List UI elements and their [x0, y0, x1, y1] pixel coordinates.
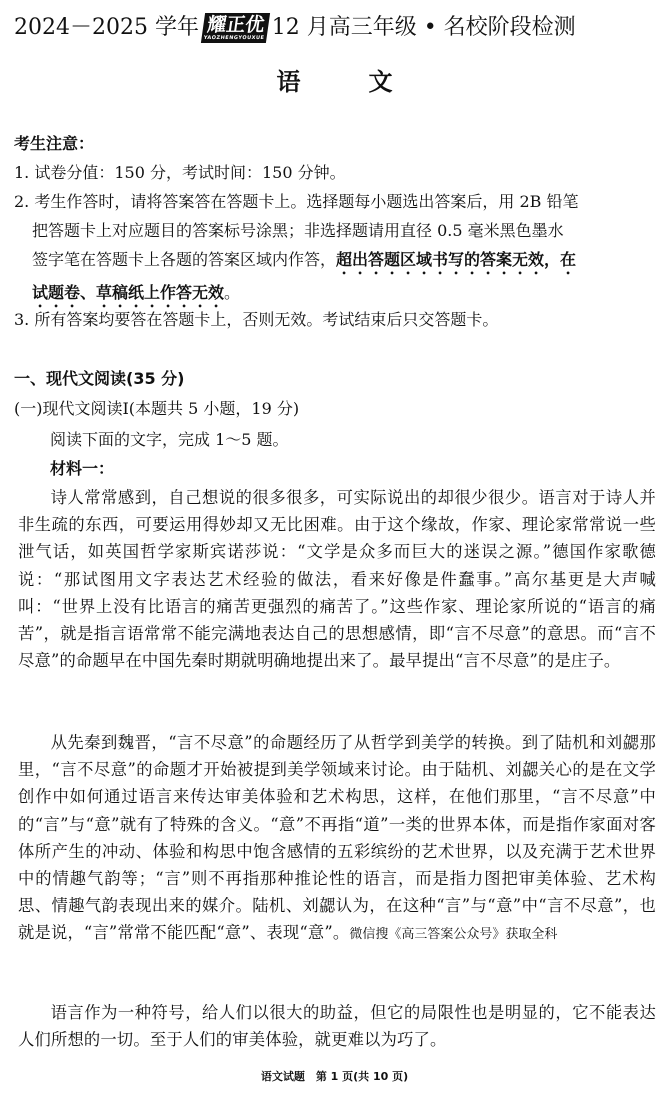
logo-subtext: YAOZHENGYOUXUE: [203, 35, 265, 41]
passage-paragraph-2-text: 从先秦到魏晋，“言不尽意”的命题经历了从哲学到美学的转换。到了陆机和刘勰那里，“言不尽意”的命题才开始被提到美学领域来讨论。由于陆机、刘勰关心的是在文学创作中如何通过语言来传达审美体验和艺术构思，这样，在他们那里，“言不尽意”中的“言”与“意”就有了特殊的含义。“意”不再指“道”一类的世界本体，而是指作家面对客体所产生的冲动、体验和构思中饱含感情的五彩缤纷的艺术世界，以及充满于艺术世界中的情趣气韵等；“言”则不再指那种推论性的语言，而是指力图把审美体验、艺术构思、情趣气韵表现出来的媒介。陆机、刘勰认为，在这种“言”与“意”中“言不尽意”，也就是说，“言”常常不能匹配“意”、表现“意”。: [18, 733, 656, 943]
reading-instruction: 阅读下面的文字，完成 1～5 题。: [50, 430, 289, 449]
notice-emphasis-1: 超出答题区域书写的答案无效，在: [336, 250, 577, 269]
passage-paragraph-1: 诗人常常感到，自己想说的很多很多，可实际说出的却很少很少。语言对于诗人并非生疏的东西，可要运用得妙却又无比困难。由于这个缘故，作家、理论家常常说一些泄气话，如英国哲学家斯宾诺莎说：“文学是众多而巨大的迷误之源。”德国作家歌德说：“那试图用文字表达艺术经验的做法，看来好像是件蠢事。”高尔基更是大声喊叫：“世界上没有比语言的痛苦更强烈的痛苦了。”这些作家、理论家所说的“语言的痛苦”，就是指言语常常不能完满地表达自己的思想感情，即“言不尽意”的意思。而“言不尽意”的命题早在中国先秦时期就明确地提出来了。最早提出“言不尽意”的是庄子。: [18, 488, 656, 671]
subject-title: 语文: [276, 68, 461, 96]
notice-item-2-line-a: 2. 考生作答时，请将答案答在答题卡上。选择题每小题选出答案后，用 2B 铅笔: [14, 192, 579, 211]
logo-text: 耀正优: [205, 14, 266, 36]
notice-emphasis-2: 试题卷、草稿纸上作答无效: [32, 283, 225, 302]
page-footer: 语文试题 第 1 页(共 10 页): [260, 1070, 409, 1083]
notice-item-3: 3. 所有答案均要答在答题卡上，否则无效。考试结束后只交答题卡。: [14, 310, 499, 329]
notice-item-2-line-c: [14, 245, 659, 278]
exam-header: [14, 13, 659, 43]
notice-item-2: [14, 187, 659, 311]
notice-heading: 考生注意：: [14, 134, 95, 153]
notice-item-1: 1. 试卷分值：150 分，考试时间：150 分钟。: [14, 163, 346, 182]
passage-paragraph-3: 语言作为一种符号，给人们以很大的助益，但它的局限性也是明显的，它不能表达人们所想的一切。至于人们的审美体验，就更难以为巧了。: [18, 1003, 656, 1050]
passage-paragraph-2: [18, 729, 656, 949]
notice-item-2-end: 。: [224, 283, 241, 302]
notice-item-2-text-c: 签字笔在答题卡上各题的答案区域内作答，: [32, 250, 337, 269]
watermark-note: 微信搜《高三答案公众号》获取全科: [349, 927, 558, 943]
header-suffix: 12 月高三年级 • 名校阶段检测: [271, 15, 576, 40]
section-heading: 一、现代文阅读(35 分): [14, 369, 185, 388]
header-prefix: 2024－2025 学年: [14, 15, 199, 40]
subsection-heading: (一)现代文阅读Ⅰ(本题共 5 小题，19 分): [14, 399, 300, 418]
publisher-logo: [201, 13, 270, 43]
notice-item-2-line-b: 把答题卡上对应题目的答案标号涂黑；非选择题请用直径 0.5 毫米黑色墨水: [32, 221, 564, 240]
material-label: 材料一：: [50, 459, 115, 478]
